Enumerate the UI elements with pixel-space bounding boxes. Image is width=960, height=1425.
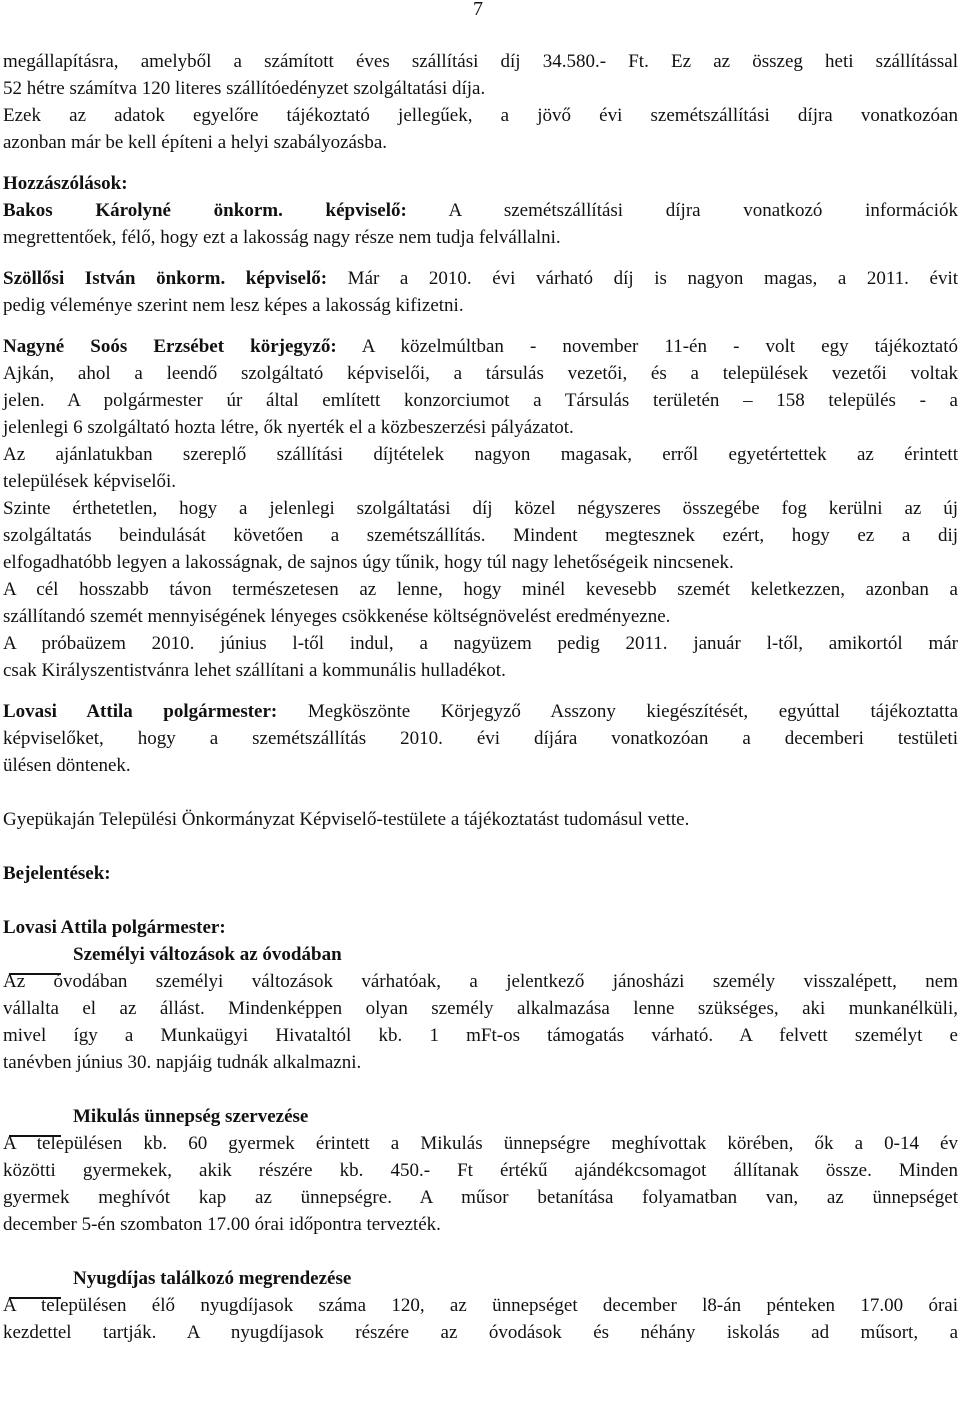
text-line: 52 hétre számítva 120 literes szállítóedényzet szolgáltatási díja. bbox=[3, 78, 486, 99]
text-line: tanévben június 30. napjáig tudnák alkalmazni. bbox=[3, 1052, 362, 1073]
text-line: Szinte érthetetlen, hogy a jelenlegi szolgáltatási díj közel négyszeres összegébe fog kerülni az új bbox=[3, 498, 958, 519]
text-line: szolgáltatás beindulását követően a szemétszállítás. Mindent megtesznek ezért, hogy ez a dij bbox=[3, 525, 958, 546]
text-line: szállítandó szemét mennyiségének lényeges csökkenése költségnövelést eredményezne. bbox=[3, 606, 671, 627]
text-line: közötti gyermekek, akik részére kb. 450.- Ft értékű ajándékcsomagot állítanak össze. Minden bbox=[3, 1160, 958, 1181]
item-pensioners bbox=[3, 1265, 958, 1346]
speaker-name: Szöllősi István önkorm. képviselő: bbox=[3, 268, 328, 289]
text-line: A településen élő nyugdíjasok száma 120, az ünnepséget december l8-án pénteken 17.00 órai bbox=[3, 1295, 958, 1316]
text-line: azonban már be kell építeni a helyi szabályozásba. bbox=[3, 132, 388, 153]
page-number: 7 bbox=[473, 0, 483, 20]
paragraph-szollosi bbox=[3, 265, 958, 319]
item-mikulas bbox=[3, 1103, 958, 1238]
text-line bbox=[3, 333, 958, 360]
text-line: Az ajánlatukban szereplő szállítási díjtételek nagyon magasak, erről egyetértettek az érintett bbox=[3, 444, 958, 465]
text-span: Személyi változások az óvodában bbox=[73, 944, 342, 965]
text-line: A településen kb. 60 gyermek érintett a Mikulás ünnepségre meghívottak körében, ők a 0-14 év bbox=[3, 1133, 958, 1154]
text-line bbox=[3, 698, 958, 725]
text-span: A közelmúltban - november 11-én - volt egy tájékoztató bbox=[361, 336, 958, 357]
comments-heading: Hozzászólások: bbox=[3, 173, 128, 194]
resolution-text bbox=[3, 806, 958, 833]
paragraph-nagyne bbox=[3, 333, 958, 684]
text-line: települések képviselői. bbox=[3, 471, 177, 492]
text-line bbox=[3, 265, 958, 292]
text-line: vállalta el az állást. Mindenképpen olyan személy alkalmazása lenne szükséges, aki munkanélküli, bbox=[3, 998, 958, 1019]
text-line bbox=[3, 197, 958, 224]
announcements-speaker: Lovasi Attila polgármester: bbox=[3, 917, 226, 938]
text-line: kezdettel tartják. A nyugdíjasok részére az óvodások és néhány iskolás ad műsort, a bbox=[3, 1322, 958, 1343]
speaker-name: Bakos Károlyné önkorm. képviselő: bbox=[3, 200, 407, 221]
text-line: megállapításra, amelyből a számított éves szállítási díj 34.580.- Ft. Ez az összeg heti szállítással bbox=[3, 51, 958, 72]
text-line: ülésen döntenek. bbox=[3, 755, 131, 776]
text-line: december 5-én szombaton 17.00 órai időpontra tervezték. bbox=[3, 1214, 441, 1235]
speaker-name: Nagyné Soós Erzsébet körjegyző: bbox=[3, 336, 337, 357]
paragraph-intro bbox=[3, 48, 958, 156]
text-line: Az óvodában személyi változások várhatóak, a jelentkező jánosházi személy visszalépett, nem bbox=[3, 971, 958, 992]
text-line: képviselőket, hogy a szemétszállítás 2010. évi díjára vonatkozóan a decemberi testületi bbox=[3, 728, 958, 749]
text-line: elfogadhatóbb legyen a lakosságnak, de sajnos úgy tűnik, hogy túl nagy lehetőségeik nincsenek. bbox=[3, 552, 734, 573]
speaker-name: Lovasi Attila polgármester: bbox=[3, 701, 278, 722]
text-line: jelenlegi 6 szolgáltató hozta létre, ők nyerték el a közbeszerzési pályázatot. bbox=[3, 417, 574, 438]
text-span: Már a 2010. évi várható díj is nagyon magas, a 2011. évit bbox=[347, 268, 958, 289]
item-personnel bbox=[3, 941, 958, 1076]
text-span: Nyugdíjas találkozó megrendezése bbox=[73, 1268, 352, 1289]
text-line: mivel így a Munkaügyi Hivataltól kb. 1 mFt-os támogatás várható. A felvett személyt e bbox=[3, 1025, 958, 1046]
list-item-title bbox=[3, 1103, 958, 1130]
text-line: Ezek az adatok egyelőre tájékoztató jellegűek, a jövő évi szemétszállítási díjra vonatkozóan bbox=[3, 105, 958, 126]
text-line: A cél hosszabb távon természetesen az lenne, hogy minél kevesebb szemét keletkezzen, azonban a bbox=[3, 579, 958, 600]
text-line: Gyepükaján Települési Önkormányzat Képviselő-testülete a tájékoztatást tudomásul vette. bbox=[3, 809, 690, 830]
text-line: gyermek meghívót kap az ünnepségre. A műsor betanítása folyamatban van, az ünnepséget bbox=[3, 1187, 958, 1208]
text-span: Megköszönte Körjegyző Asszony kiegészítését, egyúttal tájékoztatta bbox=[307, 701, 959, 722]
paragraph-bakos bbox=[3, 197, 958, 251]
list-item-title bbox=[3, 941, 958, 968]
text-line: A próbaüzem 2010. június l-től indul, a nagyüzem pedig 2011. január l-től, amikortól már bbox=[3, 633, 958, 654]
text-span: Mikulás ünnepség szervezése bbox=[73, 1106, 309, 1127]
text-line: pedig véleménye szerint nem lesz képes a lakosság kifizetni. bbox=[3, 295, 464, 316]
paragraph-lovasi bbox=[3, 698, 958, 779]
text-span: A szemétszállítási díjra vonatkozó információk bbox=[448, 200, 958, 221]
text-line: Ajkán, ahol a leendő szolgáltató képviselői, a társulás vezetői, és a települések vezetői voltak bbox=[3, 363, 958, 384]
text-line: megrettentőek, félő, hogy ezt a lakosság nagy része nem tudja felvállalni. bbox=[3, 227, 561, 248]
document-body bbox=[3, 48, 958, 1346]
text-line: csak Királyszentistvánra lehet szállítani a kommunális hulladékot. bbox=[3, 660, 506, 681]
list-item-title bbox=[3, 1265, 958, 1292]
announcements-heading: Bejelentések: bbox=[3, 863, 111, 884]
text-line: jelen. A polgármester úr által említett konzorciumot a Társulás területén – 158 település - a bbox=[3, 390, 958, 411]
